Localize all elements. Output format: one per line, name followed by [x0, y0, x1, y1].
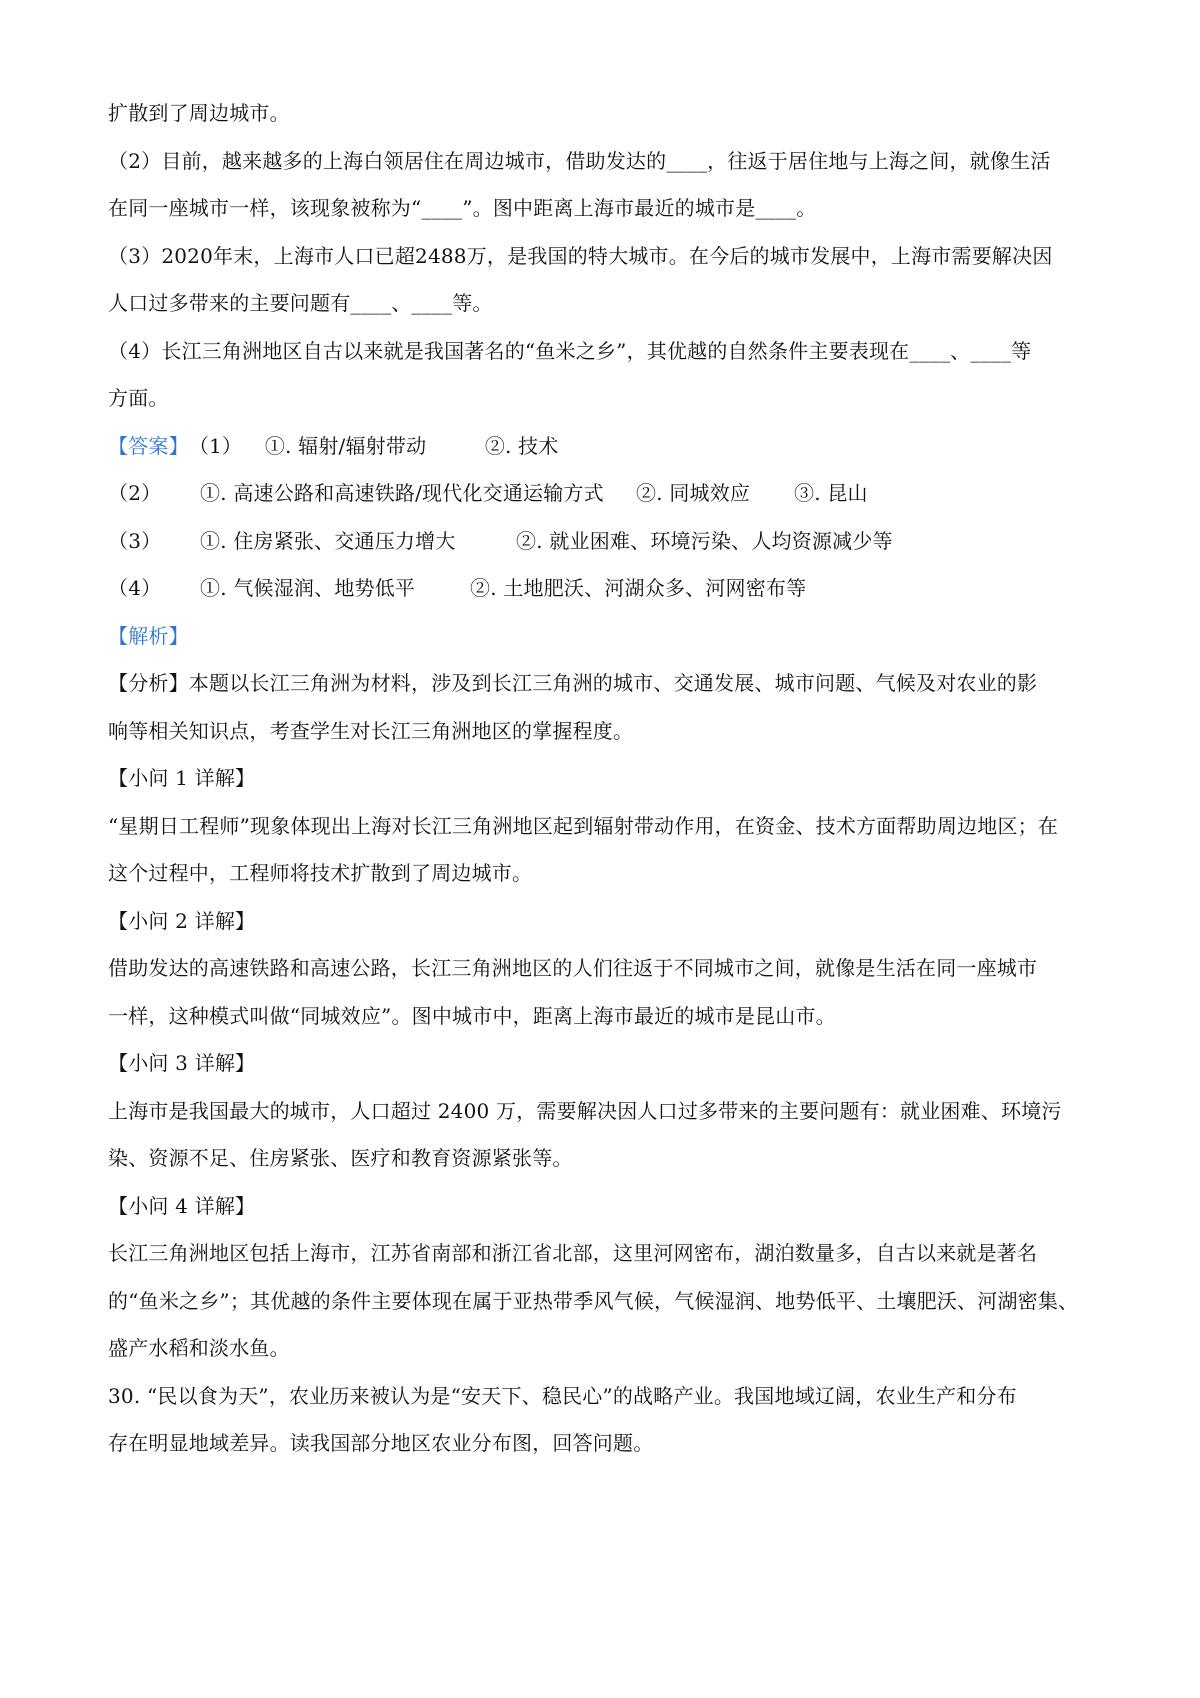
document-page — [108, 90, 1098, 1468]
question-3-line-1: （3）2020年末，上海市人口已超2488万，是我国的特大城市。在今后的城市发展中，上海市需要解决因 — [108, 243, 1053, 268]
subquestion-4-text: 盛产水稻和淡水鱼。 — [108, 1336, 290, 1360]
text-line: 扩散到了周边城市。 — [108, 101, 290, 125]
answer-option: ③. 昆山 — [794, 481, 868, 505]
answer-tag: （1） — [188, 433, 243, 458]
subquestion-1-text: “星期日工程师”现象体现出上海对长江三角洲地区起到辐射带动作用，在资金、技术方面帮助周边地区；在 — [108, 813, 1059, 838]
subquestion-4-text: 长江三角洲地区包括上海市，江苏省南部和浙江省北部，这里河网密布，湖泊数量多，自古以来就是著名 — [108, 1241, 1038, 1265]
question-30-text: 存在明显地域差异。读我国部分地区农业分布图，回答问题。 — [108, 1431, 654, 1455]
answer-option: ②. 同城效应 — [636, 481, 751, 505]
question-3-line-2: 人口过多带来的主要问题有____、____等。 — [108, 291, 493, 315]
answer-tag: （2） — [108, 481, 162, 505]
subquestion-4-text: 的“鱼米之乡”；其优越的条件主要体现在属于亚热带季风气候，气候湿润、地势低平、土壤肥沃、河湖密集、 — [108, 1288, 1079, 1313]
question-2-line-2: 在同一座城市一样，该现象被称为“____”。图中距离上海市最近的城市是____。 — [108, 196, 817, 220]
answer-option: ②. 技术 — [484, 433, 559, 458]
subquestion-2-text: 借助发达的高速铁路和高速公路，长江三角洲地区的人们往返于不同城市之间，就像是生活在同一座城市 — [108, 956, 1038, 980]
answer-option: ①. 气候湿润、地势低平 — [200, 576, 416, 600]
subquestion-2-heading: 【小问 2 详解】 — [108, 908, 256, 933]
answer-row-4 — [108, 565, 1098, 613]
analysis-text: 响等相关知识点，考查学生对长江三角洲地区的掌握程度。 — [108, 718, 634, 743]
answer-option: ①. 高速公路和高速铁路/现代化交通运输方式 — [200, 481, 604, 505]
answer-option: ②. 土地肥沃、河湖众多、河网密布等 — [470, 576, 807, 600]
answer-tag: （3） — [108, 528, 162, 553]
answer-label: 【答案】 — [108, 433, 189, 458]
subquestion-3-heading: 【小问 3 详解】 — [108, 1051, 256, 1075]
subquestion-2-text: 一样，这种模式叫做“同城效应”。图中城市中，距离上海市最近的城市是昆山市。 — [108, 1003, 836, 1028]
subquestion-1-text: 这个过程中，工程师将技术扩散到了周边城市。 — [108, 861, 533, 885]
analysis-text: 【分析】本题以长江三角洲为材料，涉及到长江三角洲的城市、交通发展、城市问题、气候及对农业的影 — [108, 671, 1038, 695]
answer-row-3 — [108, 518, 1098, 566]
subquestion-1-heading: 【小问 1 详解】 — [108, 766, 256, 790]
question-2-line-1: （2）目前，越来越多的上海白领居住在周边城市，借助发达的____，往返于居住地与上海之间，就像生活 — [108, 148, 1051, 173]
answer-tag: （4） — [108, 576, 162, 600]
subquestion-4-heading: 【小问 4 详解】 — [108, 1193, 256, 1218]
question-4-line-2: 方面。 — [108, 386, 169, 410]
answer-option: ②. 就业困难、环境污染、人均资源减少等 — [516, 528, 893, 553]
analysis-heading: 【解析】 — [108, 623, 189, 648]
question-30-text: 30. “民以食为天”，农业历来被认为是“安天下、稳民心”的战略产业。我国地域辽阔，农业生产和分布 — [108, 1383, 1017, 1408]
answer-option: ①. 住房紧张、交通压力增大 — [200, 528, 456, 553]
subquestion-3-text: 上海市是我国最大的城市，人口超过 2400 万，需要解决因人口过多带来的主要问题有：就业困难、环境污 — [108, 1098, 1062, 1123]
answer-option: ①. 辐射/辐射带动 — [264, 433, 427, 458]
question-4-line-1: （4）长江三角洲地区自古以来就是我国著名的“鱼米之乡”，其优越的自然条件主要表现在____、____等 — [108, 338, 1032, 363]
answer-row-2 — [108, 470, 1098, 518]
subquestion-3-text: 染、资源不足、住房紧张、医疗和教育资源紧张等。 — [108, 1146, 573, 1170]
answer-row-1 — [108, 423, 1098, 471]
